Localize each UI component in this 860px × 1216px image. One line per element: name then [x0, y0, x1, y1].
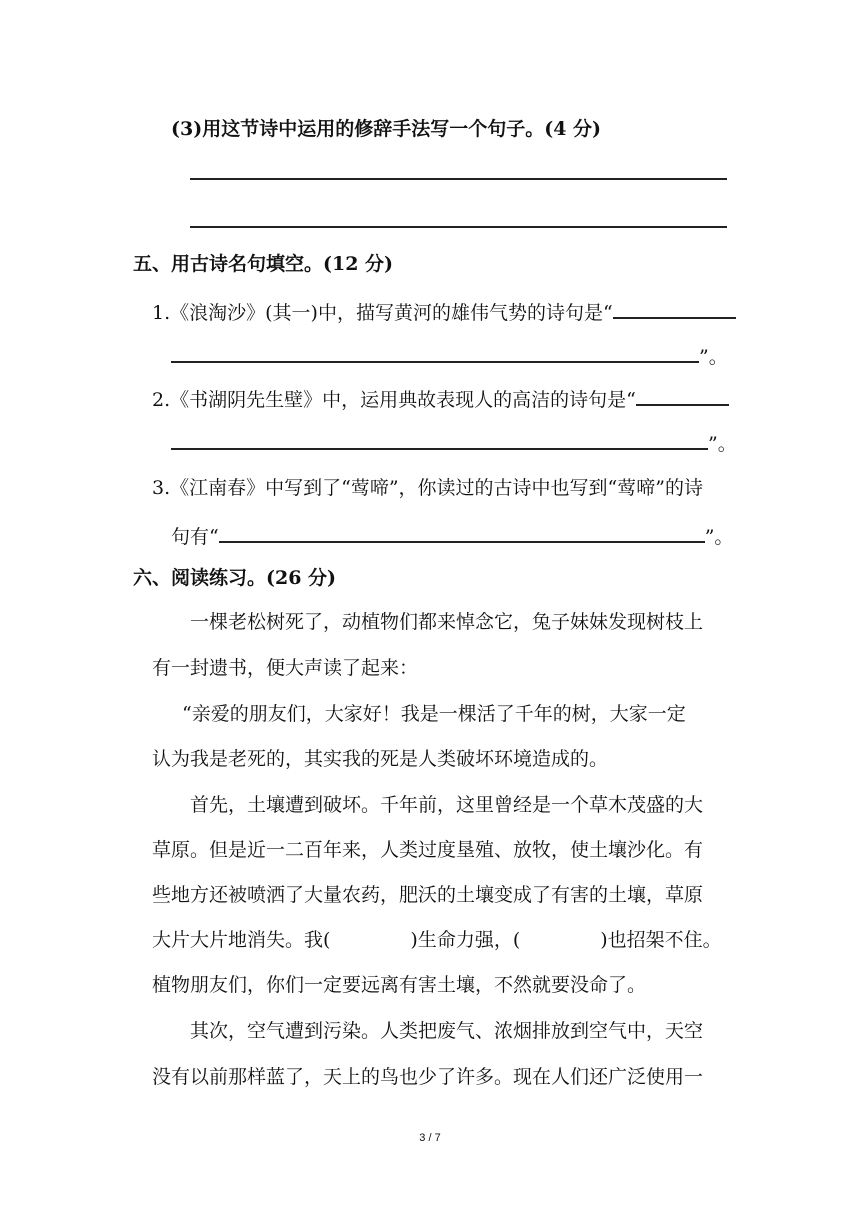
blank-5-2a[interactable] [636, 384, 729, 406]
passage-line: “亲爱的朋友们，大家好！我是一棵活了千年的树，大家一定 [182, 703, 686, 725]
passage-fragment: 大片大片地消失。我( [152, 929, 331, 951]
question-5-3-lead: 句有“ [171, 526, 219, 548]
blank-5-3[interactable] [219, 521, 705, 543]
question-5-2-cont [171, 428, 737, 457]
question-5-2 [152, 384, 729, 413]
question-5-1 [152, 297, 736, 326]
passage-line: 些地方还被喷洒了大量农药，肥沃的土壤变成了有害的土壤，草原 [152, 884, 704, 906]
quote-end-5-1: ”。 [699, 346, 728, 368]
quote-end-5-3: ”。 [704, 526, 734, 548]
quote-end-5-2: ”。 [708, 433, 737, 455]
answer-line-1[interactable] [190, 178, 727, 180]
passage-line: 植物朋友们，你们一定要远离有害土壤，不然就要没命了。 [152, 974, 647, 996]
blank-5-1b[interactable] [171, 341, 699, 363]
passage-line: 一棵老松树死了，动植物们都来悼念它，兔子妹妹发现树枝上 [190, 611, 704, 633]
question-5-2-text: 2.《书湖阴先生壁》中，运用典故表现人的高洁的诗句是“ [152, 389, 636, 411]
section-6-heading: 六、阅读练习。(26 分) [133, 567, 337, 589]
question-5-3: 3.《江南春》中写到了“莺啼”，你读过的古诗中也写到“莺啼”的诗 [152, 477, 703, 499]
passage-line [152, 927, 722, 953]
blank-5-2b[interactable] [171, 428, 708, 450]
passage-line: 有一封遗书，便大声读了起来： [152, 657, 419, 679]
passage-fragment: )生命力强，( [410, 929, 521, 951]
section-5-heading: 五、用古诗名句填空。(12 分) [133, 253, 394, 275]
passage-line: 没有以前那样蓝了，天上的鸟也少了许多。现在人们还广泛使用一 [152, 1066, 704, 1088]
blank-5-1a[interactable] [613, 297, 736, 319]
passage-line: 认为我是老死的，其实我的死是人类破坏环境造成的。 [152, 748, 609, 770]
passage-line: 其次，空气遭到污染。人类把废气、浓烟排放到空气中，天空 [190, 1020, 704, 1042]
question-4-3: (3)用这节诗中运用的修辞手法写一个句子。(4 分) [171, 118, 602, 140]
question-5-1-cont [171, 341, 728, 370]
question-5-1-text: 1.《浪淘沙》(其一)中，描写黄河的雄伟气势的诗句是“ [152, 302, 613, 324]
page-number: 3 / 7 [419, 1132, 441, 1144]
passage-line: 首先，土壤遭到破坏。千年前，这里曾经是一个草木茂盛的大 [190, 794, 704, 816]
passage-line: 草原。但是近一二百年来，人类过度垦殖、放牧，使土壤沙化。有 [152, 839, 704, 861]
answer-line-2[interactable] [190, 226, 727, 228]
passage-fragment: )也招架不住。 [600, 929, 722, 951]
question-5-3-cont [171, 521, 733, 550]
